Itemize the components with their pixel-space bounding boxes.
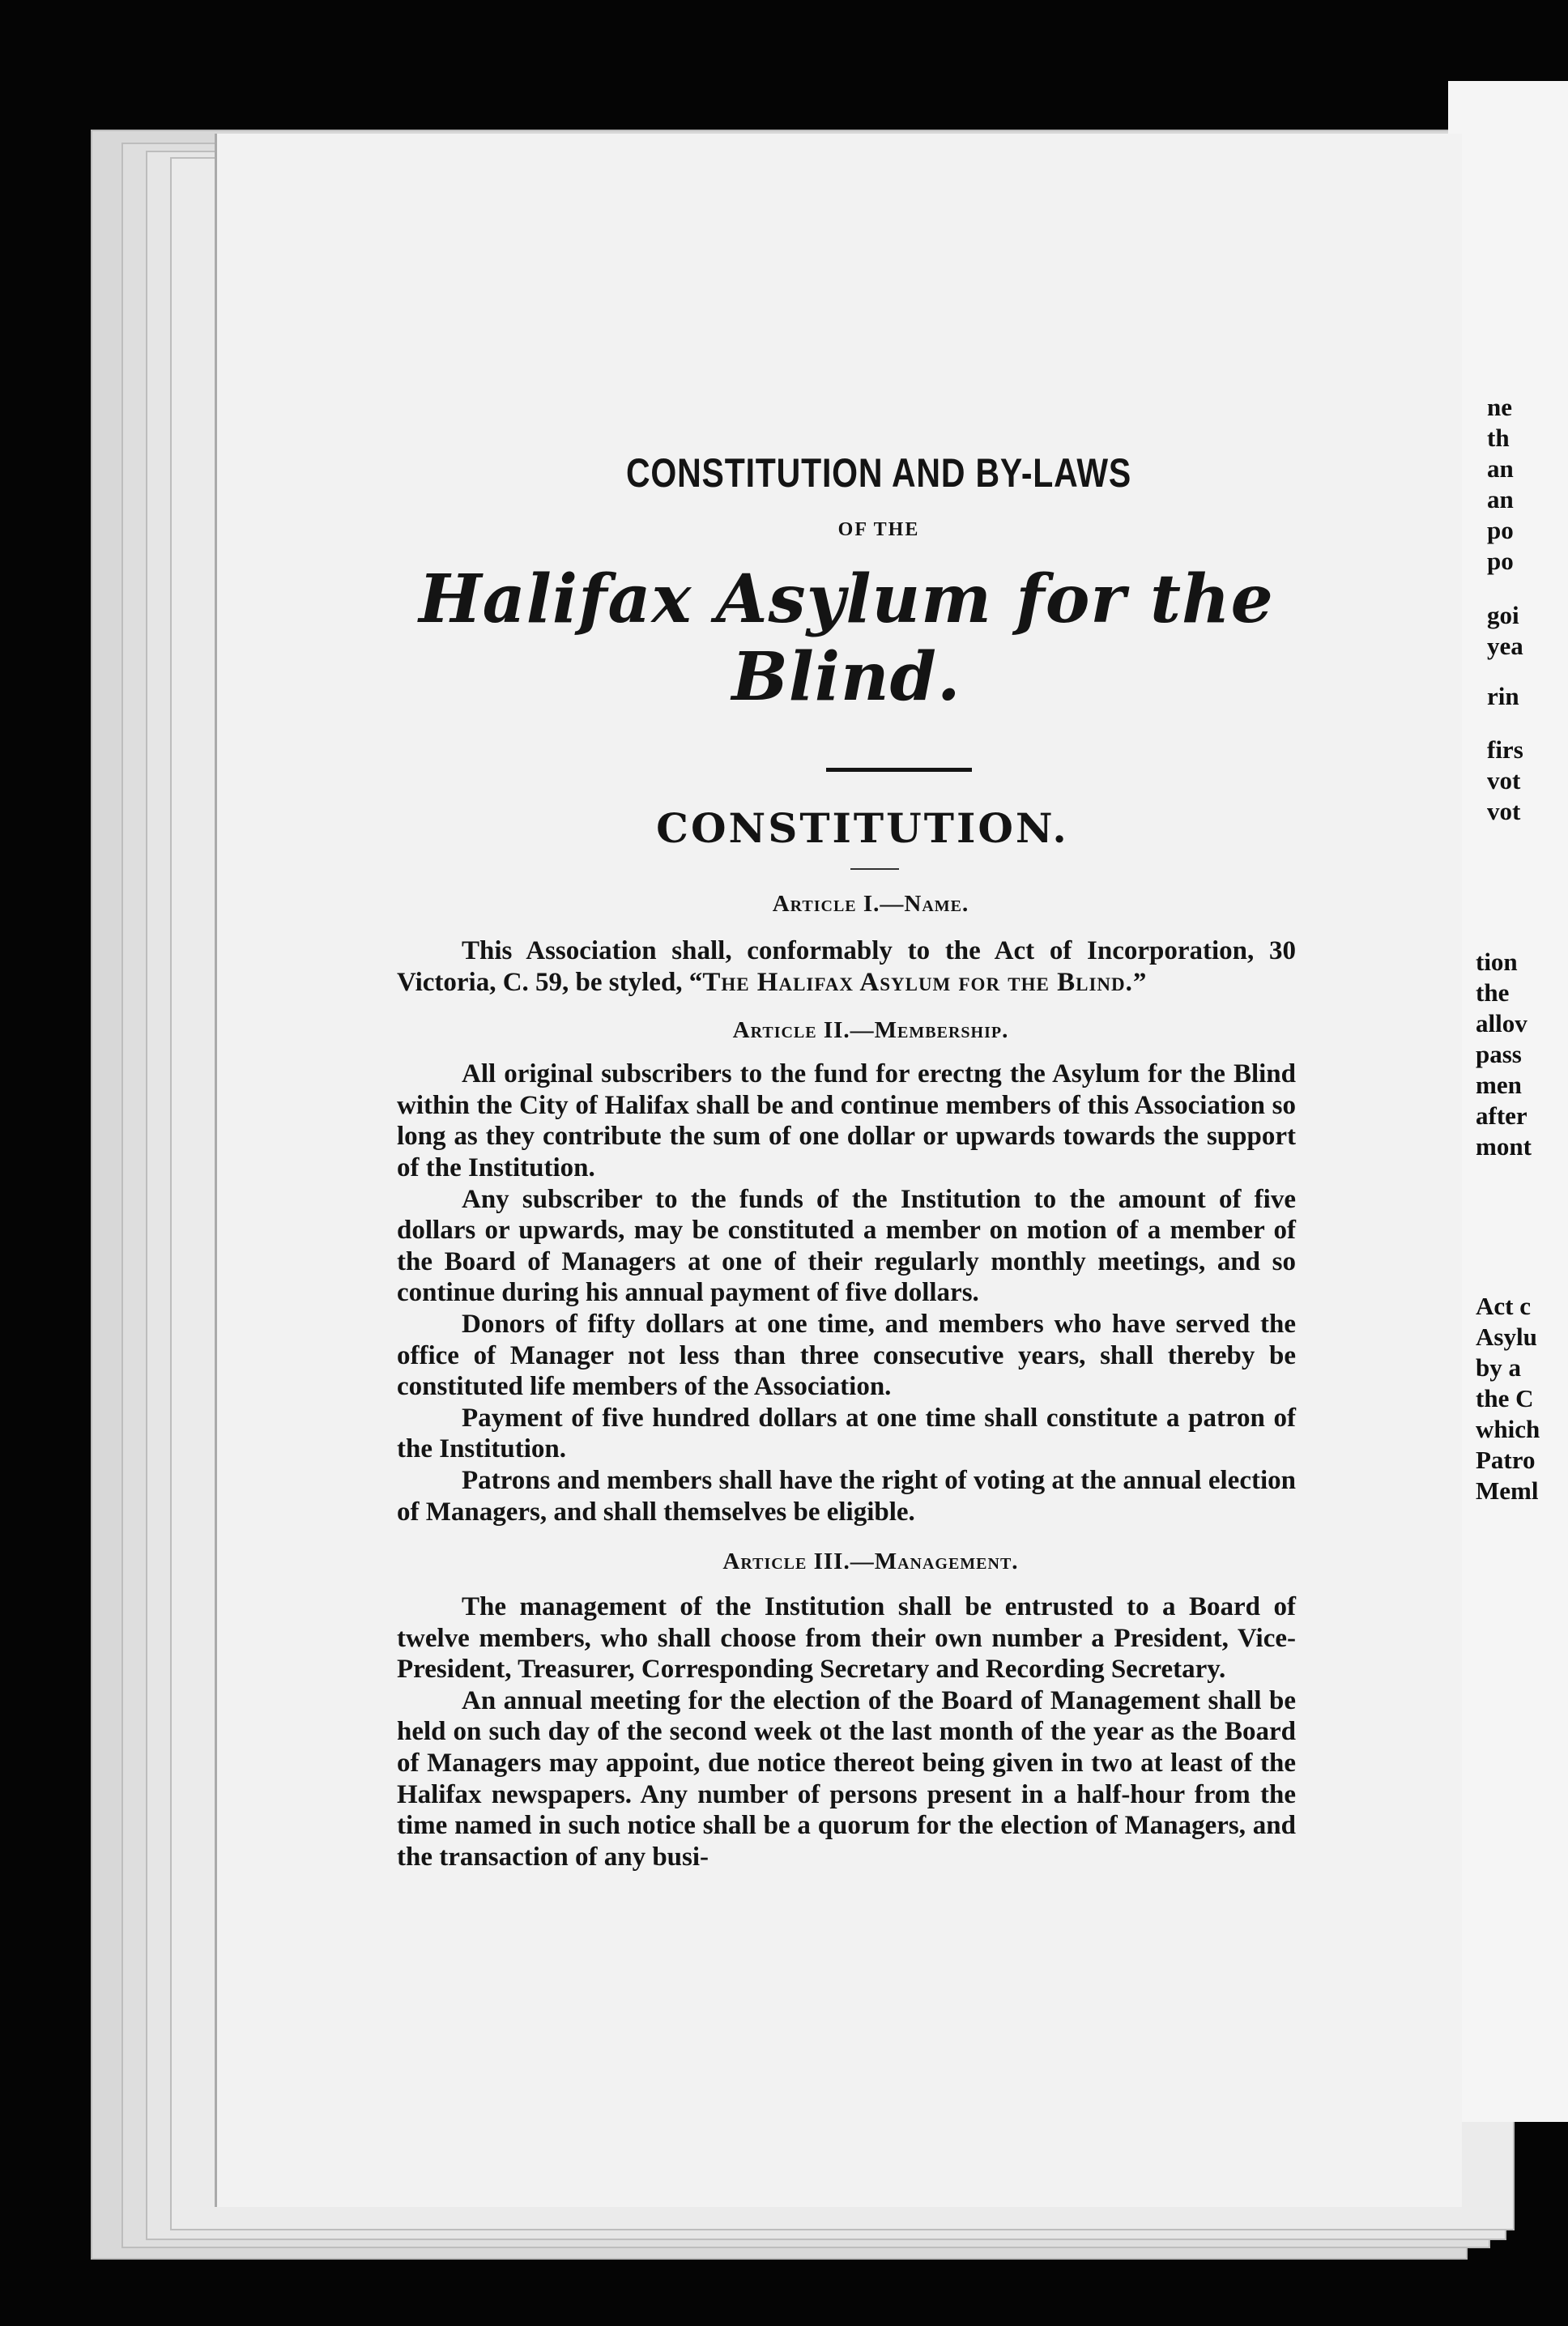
facing-page-fragment: an xyxy=(1487,454,1514,483)
facing-page-fragment: men xyxy=(1476,1071,1522,1099)
article-paragraph: Payment of five hundred dollars at one time shall constitute a patron of the Institution. xyxy=(397,1403,1296,1464)
section-heading: CONSTITUTION. xyxy=(656,804,1069,852)
divider-rule xyxy=(826,768,972,772)
article-paragraph: Patrons and members shall have the right of voting at the annual election of Managers, and shall themselves be eligible. xyxy=(397,1465,1296,1527)
page-content xyxy=(397,449,1296,1872)
institution-name: Halifax Asylum for the Blind. xyxy=(419,560,1274,716)
facing-page-fragment: th xyxy=(1487,424,1510,452)
document-subtitle-connector: OF THE xyxy=(837,519,920,540)
facing-page-fragment: Asylu xyxy=(1476,1323,1537,1351)
article-paragraph: The management of the Institution shall be entrusted to a Board of twelve members, who shall choose from their own number a President, Vice-President, Treasurer, Corresponding Secretary and Recording Secretary. xyxy=(397,1592,1296,1685)
facing-page-fragment: the xyxy=(1476,978,1510,1007)
facing-page-fragment: rin xyxy=(1487,682,1519,710)
divider-rule-small xyxy=(850,868,899,870)
article-paragraph: All original subscribers to the fund for erectng the Asylum for the Blind within the City of Halifax shall be and continue members of this Association so long as they contribute the sum of one dollar or upwards towards the support of the Institution. xyxy=(397,1059,1296,1182)
facing-page-fragment: vot xyxy=(1487,797,1521,825)
facing-page-fragment: tion xyxy=(1476,948,1518,976)
facing-page-fragment: po xyxy=(1487,516,1514,544)
article-paragraph: An annual meeting for the election of the Board of Management shall be held on such day of the second week ot the last month of the year as the Board of Managers may appoint, due notice thereot being given in two at least of the Halifax newspapers. Any number of persons present in a half-hour from the time named in such notice shall be a quorum for the election of Managers, and the transaction of any busi- xyxy=(397,1685,1296,1872)
facing-page-fragment: mont xyxy=(1476,1132,1532,1161)
document-title: CONSTITUTION AND BY-LAWS xyxy=(625,450,1132,496)
facing-page-fragment: ne xyxy=(1487,393,1512,421)
facing-page-fragment: Patro xyxy=(1476,1446,1536,1474)
facing-page-fragment: po xyxy=(1487,547,1514,575)
facing-page-fragment: the C xyxy=(1476,1384,1534,1412)
facing-page-fragment: goi xyxy=(1487,601,1519,629)
facing-page-fragment: Meml xyxy=(1476,1476,1539,1505)
facing-page-fragment: by a xyxy=(1476,1353,1521,1382)
facing-page-fragment: pass xyxy=(1476,1040,1522,1068)
article-paragraph: Donors of fifty dollars at one time, and members who have served the office of Manager not less than three consecutive years, shall thereby be constituted life members of the Association. xyxy=(397,1309,1296,1402)
facing-page-fragment: which xyxy=(1476,1415,1540,1443)
article-heading: Article I.—Name. xyxy=(772,891,969,917)
article-heading: Article III.—Management. xyxy=(722,1549,1019,1575)
facing-page-fragment: after xyxy=(1476,1101,1528,1130)
article-paragraph: This Association shall, conformably to the Act of Incorporation, 30 Victoria, C. 59, be styled, “The Halifax Asylum for the Blind.” xyxy=(397,936,1296,997)
facing-page-fragment: Act c xyxy=(1476,1292,1531,1320)
facing-page-fragment: yea xyxy=(1487,632,1523,660)
article-heading: Article II.—Membership. xyxy=(732,1017,1009,1044)
facing-page-fragment: allov xyxy=(1476,1009,1528,1037)
article-paragraph: Any subscriber to the funds of the Institution to the amount of five dollars or upwards, may be constituted a member on motion of a member of the Board of Managers at one of their regularly monthly meetings, and so continue during his annual payment of five dollars. xyxy=(397,1184,1296,1308)
facing-page-fragment: firs xyxy=(1487,735,1523,764)
facing-page-fragment: an xyxy=(1487,485,1514,513)
facing-page-fragment: vot xyxy=(1487,766,1521,795)
facing-page xyxy=(1448,81,1568,2122)
